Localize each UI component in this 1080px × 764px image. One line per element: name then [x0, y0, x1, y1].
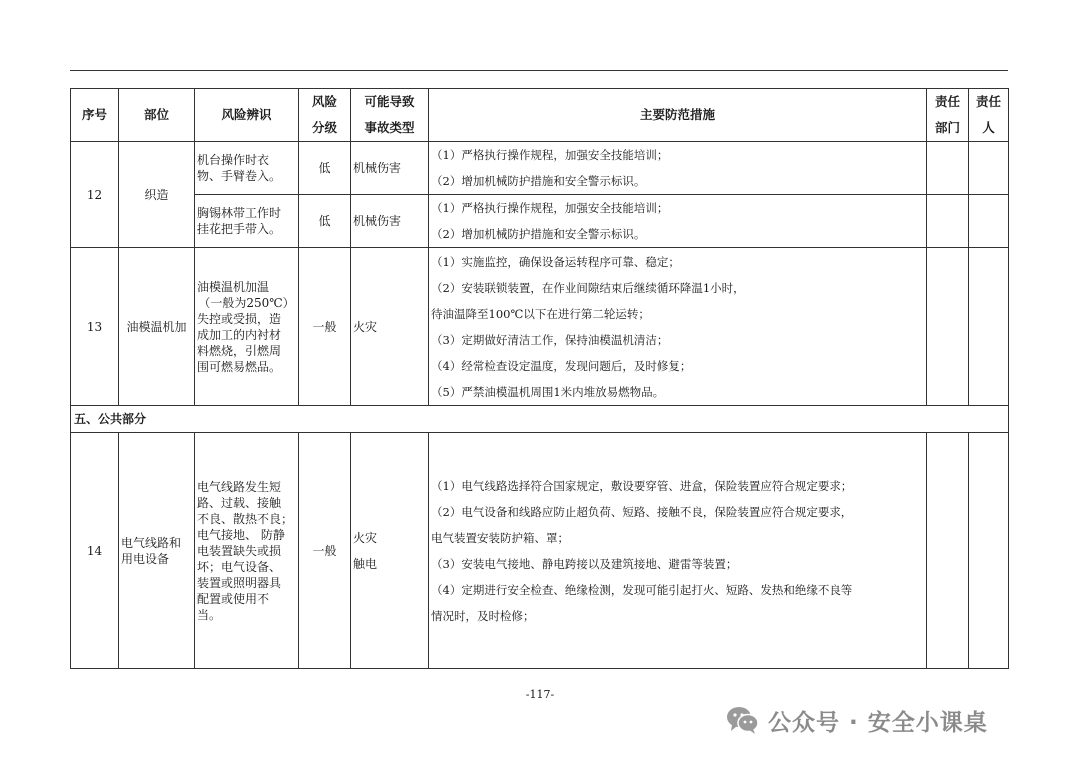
part-cell: 织造 [119, 142, 195, 248]
header-resp-person: 责任 人 [969, 89, 1009, 142]
watermark [726, 700, 988, 740]
level-cell: 一般 [299, 433, 351, 669]
part-cell: 油模温机加 [119, 248, 195, 406]
resp-person-cell [969, 248, 1009, 406]
resp-dept-cell [927, 195, 969, 248]
header-risk-identification: 风险辨识 [195, 89, 299, 142]
header-rule [70, 70, 1008, 71]
measures-cell: （1）电气线路选择符合国家规定，敷设要穿管、进盒，保险装置应符合规定要求； （2）电气设备和线路应防止超负荷、短路、接触不良，保险装置应符合规定要求， 电气装置安装防护箱、罩； （3）安装电气接地、静电跨接以及建筑接地、避雷等装置； （4）定期进行安全检查、绝缘检测，发现可能引起打火、短路、发热和绝缘不良等 情况时，及时检修； [429, 433, 927, 669]
header-risk-level: 风险 分级 [299, 89, 351, 142]
resp-dept-cell [927, 248, 969, 406]
seq-cell: 14 [71, 433, 119, 669]
section-title: 五、公共部分 [71, 406, 1009, 433]
seq-cell: 13 [71, 248, 119, 406]
risk-table [70, 88, 1009, 669]
accident-cell: 机械伤害 [351, 195, 429, 248]
wechat-icon [726, 705, 760, 735]
resp-person-cell [969, 433, 1009, 669]
header-part: 部位 [119, 89, 195, 142]
header-measures: 主要防范措施 [429, 89, 927, 142]
cause-cell: 机台操作时衣 物、手臂卷入。 [195, 142, 299, 195]
measures-cell: （1）实施监控，确保设备运转程序可靠、稳定； （2）安装联锁装置，在作业间隙结束后继续循环降温1小时， 待油温降至100℃以下在进行第二轮运转； （3）定期做好清洁工作，保持油模温机清洁； （4）经常检查设定温度，发现问题后，及时修复； （5）严禁油模温机周围1米内堆放易燃物品。 [429, 248, 927, 406]
table-row [71, 248, 1009, 406]
section-row [71, 406, 1009, 433]
header-resp-dept: 责任 部门 [927, 89, 969, 142]
resp-dept-cell [927, 142, 969, 195]
accident-cell: 火灾 触电 [351, 433, 429, 669]
level-cell: 低 [299, 195, 351, 248]
cause-cell: 电气线路发生短 路、过载、接触 不良、散热不良； 电气接地、 防静 电装置缺失或损 坏；电气设备、 装置或照明器具 配置或使用不 当。 [195, 433, 299, 669]
level-cell: 一般 [299, 248, 351, 406]
table-row [71, 195, 1009, 248]
cause-cell: 油模温机加温 （一般为250℃） 失控或受损，造 成加工的内衬材 料燃烧，引燃周 围可燃易燃品。 [195, 248, 299, 406]
watermark-text: 公众号 · 安全小课桌 [768, 709, 988, 736]
table-header-row [71, 89, 1009, 142]
table-row [71, 142, 1009, 195]
header-accident-type: 可能导致 事故类型 [351, 89, 429, 142]
resp-dept-cell [927, 433, 969, 669]
seq-cell: 12 [71, 142, 119, 248]
header-seq: 序号 [71, 89, 119, 142]
resp-person-cell [969, 142, 1009, 195]
measures-cell: （1）严格执行操作规程，加强安全技能培训； （2）增加机械防护措施和安全警示标识。 [429, 195, 927, 248]
accident-cell: 火灾 [351, 248, 429, 406]
accident-cell: 机械伤害 [351, 142, 429, 195]
measures-cell: （1）严格执行操作规程，加强安全技能培训； （2）增加机械防护措施和安全警示标识。 [429, 142, 927, 195]
part-cell: 电气线路和 用电设备 [119, 433, 195, 669]
table-row [71, 433, 1009, 669]
cause-cell: 胸锡林带工作时 挂花把手带入。 [195, 195, 299, 248]
resp-person-cell [969, 195, 1009, 248]
level-cell: 低 [299, 142, 351, 195]
page-number: -117- [525, 688, 555, 701]
